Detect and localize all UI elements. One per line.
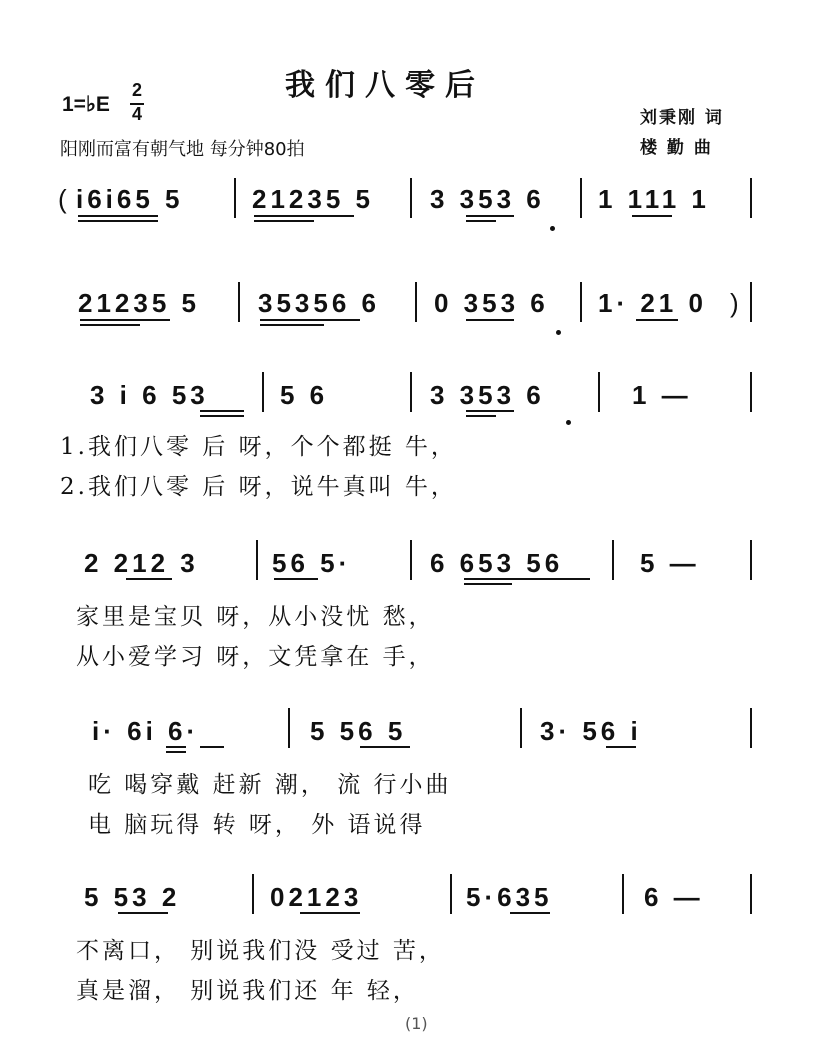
barline (750, 372, 752, 412)
underline (118, 912, 168, 914)
lyric-verse-1: 吃 喝穿戴 赶新 潮， 流 行小曲 (88, 772, 452, 798)
underline (466, 319, 514, 321)
measure: 1 — (632, 380, 692, 410)
underline (510, 912, 550, 914)
measure: 3 353 6 (430, 184, 545, 214)
barline (410, 372, 412, 412)
lyric-verse-2: 从小爱学习 呀，文凭拿在 手， (76, 644, 435, 670)
underline (78, 215, 158, 217)
underline (80, 319, 170, 321)
barline (410, 178, 412, 218)
underline (254, 215, 354, 217)
underline (606, 746, 636, 748)
underline (360, 746, 410, 748)
measure: 3· 56 i (540, 716, 642, 746)
lower-octave-dot (550, 226, 555, 231)
underline (260, 324, 324, 326)
barline (410, 540, 412, 580)
measure: 6 653 56 (430, 548, 564, 578)
underline (200, 746, 224, 748)
underline (166, 746, 186, 748)
lyric-verse-1: 1.我们八零 后 呀，个个都挺 牛， (60, 434, 457, 460)
underline (464, 583, 512, 585)
tempo-marking: 阳刚而富有朝气地 每分钟80拍 (60, 139, 305, 160)
measure: 6 — (644, 882, 704, 912)
measure: 0 353 6 (434, 288, 549, 318)
measure: 2 212 3 (84, 548, 199, 578)
underline (464, 578, 590, 580)
lyric-verse-2: 真是溜， 别说我们还 年 轻， (76, 978, 419, 1004)
barline (750, 874, 752, 914)
barline (415, 282, 417, 322)
measure: 5 — (640, 548, 700, 578)
barline (612, 540, 614, 580)
lower-octave-dot (556, 330, 561, 335)
key-signature: 1=♭E (62, 93, 110, 116)
measure: 5·635 (466, 882, 553, 912)
barline (288, 708, 290, 748)
barline (750, 540, 752, 580)
barline (622, 874, 624, 914)
measure: 02123 (270, 882, 363, 912)
barline (580, 178, 582, 218)
lower-octave-dot (566, 420, 571, 425)
underline (274, 578, 318, 580)
measure: 5 6 (280, 380, 329, 410)
measure: 21235 5 (252, 184, 374, 214)
underline (126, 578, 172, 580)
barline (238, 282, 240, 322)
underline (78, 220, 158, 222)
measure: 3 i 6 53 (90, 380, 209, 410)
time-signature-top: 2 (132, 80, 143, 100)
underline (166, 751, 186, 753)
underline (200, 410, 244, 412)
measure: 35356 6 (258, 288, 380, 318)
barline (520, 708, 522, 748)
underline (254, 220, 314, 222)
underline (260, 319, 360, 321)
barline (580, 282, 582, 322)
measure: 1· 21 0 (598, 288, 707, 318)
barline (252, 874, 254, 914)
barline (262, 372, 264, 412)
underline (632, 215, 672, 217)
underline (466, 410, 514, 412)
barline (598, 372, 600, 412)
measure: 3 353 6 (430, 380, 545, 410)
measure: 1 111 1 (598, 184, 710, 214)
barline (450, 874, 452, 914)
composer-credit: 楼 勤 曲 (640, 138, 713, 158)
barline (750, 708, 752, 748)
measure: i· 6i 6· (92, 716, 200, 746)
lyric-verse-1: 家里是宝贝 呀，从小没忧 愁， (76, 604, 435, 630)
underline (636, 319, 678, 321)
measure: 5 53 2 (84, 882, 181, 912)
underline (80, 324, 140, 326)
song-title: 我们八零后 (285, 68, 485, 103)
underline (466, 415, 496, 417)
lyric-verse-2: 电 脑玩得 转 呀， 外 语说得 (88, 812, 426, 838)
page-number: (1) (405, 1014, 428, 1033)
underline (466, 215, 514, 217)
close-paren: ) (730, 288, 743, 318)
measure: i6i65 5 (76, 184, 184, 214)
measure: 56 5· (272, 548, 352, 578)
barline (750, 282, 752, 322)
barline (750, 178, 752, 218)
underline (466, 220, 496, 222)
measure: 5 56 5 (310, 716, 407, 746)
measure: 21235 5 (78, 288, 200, 318)
lyricist-credit: 刘秉刚 词 (640, 108, 724, 128)
barline (256, 540, 258, 580)
barline (234, 178, 236, 218)
open-paren: ( (58, 184, 71, 214)
underline (200, 415, 244, 417)
underline (300, 912, 360, 914)
lyric-verse-2: 2.我们八零 后 呀，说牛真叫 牛， (60, 474, 457, 500)
time-signature-bottom: 4 (132, 104, 143, 124)
lyric-verse-1: 不离口， 别说我们没 受过 苦， (76, 938, 445, 964)
